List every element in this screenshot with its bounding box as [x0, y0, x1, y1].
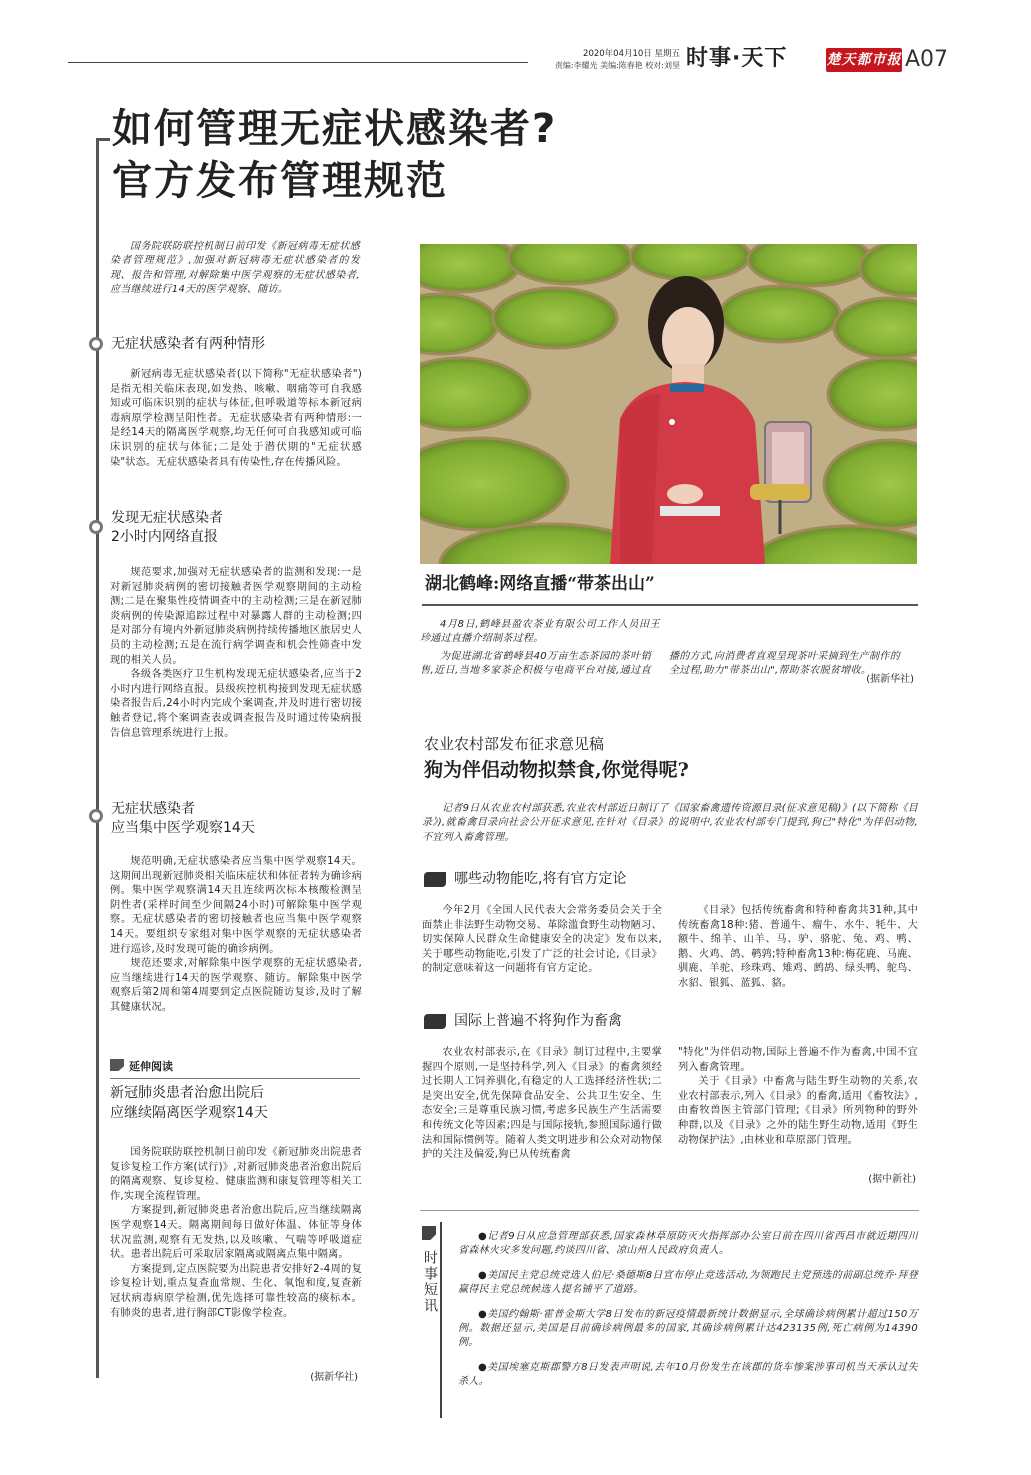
section-2-title-2: 2小时内网络直报: [111, 529, 218, 545]
brief-item: ●记者9日从应急管理部获悉,国家森林草原防灭火指挥部办公室日前在四川省西昌市就近期四川省森林火灾多发问题,约谈四川省、凉山州人民政府负责人。: [458, 1231, 918, 1257]
section-1-bullet-icon: [89, 337, 103, 351]
section-title: 时事·天下: [686, 46, 788, 71]
masthead-logo: 楚天都市报: [826, 48, 902, 72]
page-number: A07: [905, 47, 949, 72]
headline-line-1: 如何管理无症状感染者?: [112, 106, 558, 152]
main-lead: 国务院联防联控机制日前印发《新冠病毒无症状感染者管理规范》,加强对新冠病毒无症状感染者的发现、报告和管理,对解除集中医学观察的无症状感染者,应当继续进行14天的医学观察、随访。: [110, 241, 360, 296]
section-3-bullet-icon: [89, 809, 103, 823]
date-line: 2020年04月10日 星期五: [583, 49, 680, 59]
headline-line-2: 官方发布管理规范: [112, 158, 448, 204]
section-2-bullet-icon: [89, 520, 103, 534]
brief-item: ●美国埃塞克斯郡警方8日发表声明说,去年10月份发生在该郡的货车惨案涉事司机当天承认过失杀人。: [458, 1361, 918, 1388]
brief-item: ●美国约翰斯·霍普金斯大学8日发布的新冠疫情最新统计数据显示,全球确诊病例累计超过150万例。数据还显示,美国是目前确诊病例最多的国家,其确诊病例累计达423135例,死亡病例为14390例。: [458, 1308, 918, 1349]
section-1-title: 无症状感染者有两种情形: [111, 336, 265, 352]
extended-reading-badge: 延伸阅读: [110, 1058, 190, 1076]
dog-source: (据中新社): [868, 1174, 916, 1185]
tea-text-mid: 为促进湖北省鹤峰县40万亩生态茶园的茶叶销售,近日,当地多家茶企积极与电商平台对接,通过直播的方式,向消费者直观呈现茶叶采摘到生产制作的全过程,助力"带茶出山",帮助茶农脱贫增收。: [420, 651, 900, 677]
extended-title-2: 应继续隔离医学观察14天: [110, 1105, 268, 1121]
section-3-title-1: 无症状感染者: [111, 801, 195, 817]
dog-sub-2-left: 农业农村部表示,在《目录》制订过程中,主要掌握四个原则,一是坚持科学,列入《目录》的畜禽须经过长期人工饲养驯化,有稳定的人工选择经济性状;二是突出安全,优先保障食品安全、公共卫生安全、生态安全;三是尊重民族习惯,考虑多民族生产生活需要和传统文化等因素;四是与国际接轨,参照国际通行做法和国际惯例等。随着人类文明进步和公众对动物保护的关注及偏爱,狗已从传统畜禽: [422, 1047, 662, 1161]
dog-sub-2-right: "特化"为伴侣动物,国际上普遍不作为畜禽,中国不宜列入畜禽管理。 关于《目录》中畜禽与陆生野生动物的关系,农业农村部表示,列入《目录》的畜禽,适用《畜牧法》,由畜牧兽医主管部门管理;《目录》所列物种的野外种群,以及《目录》之外的陆生野生动物,适用《野生动物保护法》,由林业和草原部门管理。: [678, 1047, 918, 1146]
section-3-title-2: 应当集中医学观察14天: [111, 820, 255, 836]
dog-sub-2: 国际上普遍不将狗作为畜禽: [424, 1012, 622, 1030]
section-1-text: 新冠病毒无症状感染者(以下简称"无症状感染者")是指无相关临床表现,如发热、咳嗽、咽痛等可自我感知或可临床识别的症状与体征,但呼吸道等标本新冠病毒病原学检测呈阳性者。无症状感染者有两种情形:一是经14天的隔离医学观察,均无任何可自我感知或可临床识别的症状与体征;二是处于潜伏期的"无症状感染"状态。无症状感染者具有传染性,存在传播风险。: [110, 369, 362, 468]
dog-sub-1: 哪些动物能吃,将有官方定论: [424, 870, 626, 888]
briefs-icon: [422, 1226, 436, 1240]
editors-line: 责编:李耀光 美编:陈春艳 校对:刘坚: [554, 61, 680, 70]
dog-lead: 记者9日从农业农村部获悉,农业农村部近日制订了《国家畜禽遗传资源目录(征求意见稿)》(以下简称《目录》),就畜禽目录向社会公开征求意见,在针对《目录》的说明中,农业农村部专门提到,狗已"特化"为伴侣动物,不宜列入畜禽管理。: [422, 803, 918, 843]
section-3-text: 规范明确,无症状感染者应当集中医学观察14天。这期间出现新冠肺炎相关临床症状和体征者转为确诊病例。集中医学观察满14天且连续两次标本核酸检测呈阴性者(采样时间至少间隔24小时)可解除集中医学观察。无症状感染者的密切接触者也应当集中医学观察14天。要组织专家组对集中医学观察的无症状感染者进行巡诊,及时发现可能的确诊病例。 规范还要求,对解除集中医学观察的无症状感染者,应当继续进行14天的医学观察、随访。解除集中医学观察后第2周和第4周要到定点医院随访复诊,及时了解其健康状况。: [110, 856, 362, 1013]
extended-source: (据新华社): [310, 1372, 358, 1383]
extended-text: 国务院联防联控机制日前印发《新冠肺炎出院患者复诊复检工作方案(试行)》,对新冠肺炎患者治愈出院后的隔离观察、复诊复检、健康监测和康复管理等相关工作,实现全流程管理。 方案提到,新冠肺炎患者治愈出院后,应当继续隔离医学观察14天。隔离期间每日做好体温、体征等身体状况监测,观察有无发热,以及咳嗽、气喘等呼吸道症状。患者出院后可采取居家隔离或隔离点集中隔离。 方案提到,定点医院要为出院患者安排好2-4周的复诊复检计划,重点复查血常规、生化、氧饱和度,复查新冠状病毒病原学检测,优先选择可靠性较高的痰标本。有肺炎的患者,进行胸部CT影像学检查。: [110, 1147, 362, 1319]
dog-sub-1-icon: [424, 872, 446, 887]
section-2-title-1: 发现无症状感染者: [111, 510, 223, 526]
tea-caption: 湖北鹤峰:网络直播“带茶出山”: [425, 574, 655, 594]
extended-reading-icon: [110, 1059, 124, 1071]
briefs-list: [458, 1230, 918, 1390]
tea-text-left: 4月8日,鹤峰县盈农茶业有限公司工作人员田王珍通过直播介绍制茶过程。: [420, 619, 660, 645]
extended-title-1: 新冠肺炎患者治愈出院后: [110, 1085, 264, 1101]
brief-item: ●美国民主党总统竞选人伯尼·桑德斯8日宣布停止竞选活动,为领跑民主党预选的前副总统乔·拜登赢得民主党总统候选人提名铺平了道路。: [458, 1269, 918, 1296]
briefs-label: 时事短讯: [422, 1250, 438, 1314]
section-2-text: 规范要求,加强对无症状感染者的监测和发现:一是对新冠肺炎病例的密切接触者医学观察期间的主动检测;二是在聚集性疫情调查中的主动检测;三是在新冠肺炎病例的传染源追踪过程中对暴露人群的主动检测;四是对部分有境内外新冠肺炎病例持续传播地区旅居史人员的主动检测;五是在流行病学调查和机会性筛查中发现的相关人员。 各级各类医疗卫生机构发现无症状感染者,应当于2小时内进行网络直报。县级疾控机构接到发现无症状感染者报告后,24小时内完成个案调查,并及时进行密切接触者登记,将个案调查表或调查报告及时通过传染病报告信息管理系统进行上报。: [110, 567, 362, 739]
tea-source: (据新华社): [866, 674, 914, 685]
dog-sub-1-left: 今年2月《全国人民代表大会常务委员会关于全面禁止非法野生动物交易、革除滥食野生动物陋习、切实保障人民群众生命健康安全的决定》发布以来,关于哪些动物能吃,引发了广泛的社会讨论,《目录》的制定意味着这一问题将有官方定论。: [422, 905, 662, 975]
dog-sub-2-icon: [424, 1014, 446, 1029]
tea-photo: [420, 244, 917, 564]
dog-kicker: 农业农村部发布征求意见稿: [424, 735, 605, 753]
dog-headline: 狗为伴侣动物拟禁食,你觉得呢?: [424, 759, 689, 781]
dog-sub-1-right: 《目录》包括传统畜禽和特种畜禽共31种,其中传统畜禽18种:猪、普通牛、瘤牛、水牛、牦牛、大额牛、绵羊、山羊、马、驴、骆驼、兔、鸡、鸭、鹅、火鸡、鸽、鹌鹑;特种畜禽13种:梅花鹿、马鹿、驯鹿、羊驼、珍珠鸡、雉鸡、鹧鸪、绿头鸭、鸵鸟、水貂、银狐、蓝狐、貉。: [678, 905, 918, 989]
